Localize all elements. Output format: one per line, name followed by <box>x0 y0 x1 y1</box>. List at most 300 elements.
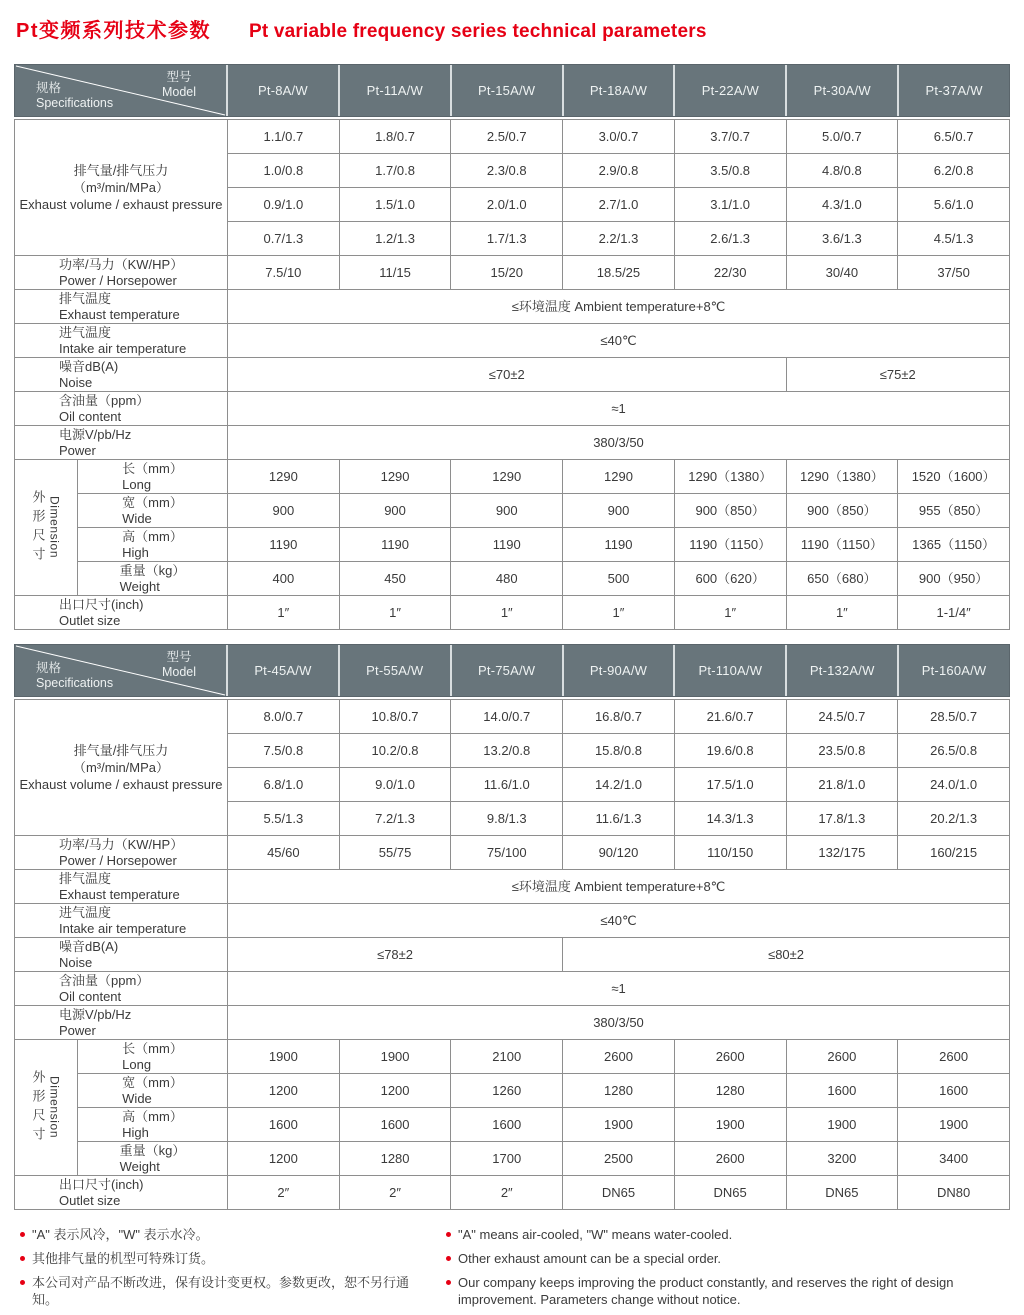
spec-axis-label <box>36 81 113 111</box>
value-cell: 5.0/0.7 <box>786 120 898 154</box>
value-cell: 6.2/0.8 <box>898 154 1010 188</box>
row-label-zh: 出口尺寸(inch) <box>59 596 144 612</box>
value-cell: 0.7/1.3 <box>228 222 340 256</box>
value-cell: DN80 <box>898 1176 1010 1210</box>
bullet-icon <box>446 1256 451 1261</box>
value-cell: 7.5/10 <box>228 256 340 290</box>
value-cell: 6.5/0.7 <box>898 120 1010 154</box>
value-cell: 55/75 <box>339 836 451 870</box>
merged-value-cell: 380/3/50 <box>228 426 1010 460</box>
value-cell: 1900 <box>228 1040 340 1074</box>
dim-sublabel-wide <box>78 494 228 528</box>
row-label-en: Exhaust temperature <box>59 306 180 322</box>
value-cell: 16.8/0.7 <box>563 700 675 734</box>
value-cell: 20.2/1.3 <box>898 802 1010 836</box>
row-label-unit: （m³/min/MPa） <box>72 760 170 775</box>
bullet-icon <box>446 1280 451 1285</box>
value-cell: 1290 <box>228 460 340 494</box>
value-cell: 2.6/1.3 <box>674 222 786 256</box>
value-cell: 2.9/0.8 <box>563 154 675 188</box>
value-cell: 14.3/1.3 <box>674 802 786 836</box>
row-label-en: Noise <box>59 374 93 390</box>
merged-value-cell: 380/3/50 <box>228 1006 1010 1040</box>
value-cell: 2100 <box>451 1040 563 1074</box>
model-header-cell: Pt-11A/W <box>340 65 452 116</box>
dim-sublabel-zh: 宽（mm） <box>122 494 183 510</box>
value-cell: 8.0/0.7 <box>228 700 340 734</box>
row-label-en: Intake air temperature <box>59 340 187 356</box>
footnote-text: Our company keeps improving the product constantly, and reserves the right of design improvement. Parameters change without notice. <box>458 1275 954 1307</box>
merged-value-cell: ≤40℃ <box>228 324 1010 358</box>
value-cell: 2″ <box>228 1176 340 1210</box>
value-cell: 3.6/1.3 <box>786 222 898 256</box>
value-cell: 3.0/0.7 <box>563 120 675 154</box>
dim-sublabel-zh: 高（mm） <box>122 1108 183 1124</box>
value-cell: 15.8/0.8 <box>563 734 675 768</box>
spec-model-header-cell <box>15 65 228 116</box>
parameters-table-2 <box>14 644 1010 1210</box>
model-header-cell: Pt-132A/W <box>787 645 899 696</box>
value-cell: 22/30 <box>674 256 786 290</box>
value-cell: 1190 <box>339 528 451 562</box>
value-cell: 1.1/0.7 <box>228 120 340 154</box>
row-label-zh: 排气量/排气压力 <box>73 163 169 178</box>
value-cell: 900 <box>563 494 675 528</box>
value-cell: 900（850） <box>674 494 786 528</box>
row-label-zh: 排气量/排气压力 <box>73 743 169 758</box>
value-cell: 7.5/0.8 <box>228 734 340 768</box>
value-cell: 10.2/0.8 <box>339 734 451 768</box>
row-label-en: Power <box>59 442 96 458</box>
value-cell: 1″ <box>674 596 786 630</box>
bullet-icon <box>20 1280 25 1285</box>
value-cell: 9.0/1.0 <box>339 768 451 802</box>
dim-sublabel-text <box>122 461 183 493</box>
footnote-text: 本公司对产品不断改进，保有设计变更权。参数更改，恕不另行通知。 <box>32 1275 410 1307</box>
value-cell: 1.0/0.8 <box>228 154 340 188</box>
model-label-en: Model <box>161 85 196 99</box>
row-label-oil <box>15 972 228 1006</box>
value-cell: 4.3/1.0 <box>786 188 898 222</box>
merged-value-cell: ≤40℃ <box>228 904 1010 938</box>
row-label-power_hp <box>15 836 228 870</box>
row-label-zh: 排气温度 <box>59 870 112 886</box>
row-label-noise <box>15 938 228 972</box>
value-cell: 1600 <box>339 1108 451 1142</box>
value-cell: 17.8/1.3 <box>786 802 898 836</box>
spec-label-zh: 规格 <box>36 661 62 675</box>
merged-value-cell: ≤环境温度 Ambient temperature+8℃ <box>228 870 1010 904</box>
table-header-row <box>14 64 1010 117</box>
value-cell: 14.2/1.0 <box>563 768 675 802</box>
row-label-intake_temp <box>15 324 228 358</box>
footnote-text: Other exhaust amount can be a special order. <box>458 1251 722 1266</box>
merged-value-cell: ≈1 <box>228 972 1010 1006</box>
row-label-zh: 功率/马力（KW/HP） <box>59 836 184 852</box>
model-header-cell: Pt-18A/W <box>564 65 676 116</box>
model-header-cell: Pt-22A/W <box>675 65 787 116</box>
value-cell: 1″ <box>451 596 563 630</box>
row-label-unit: （m³/min/MPa） <box>72 180 170 195</box>
dim-sublabel-high <box>78 528 228 562</box>
model-axis-label <box>162 650 196 680</box>
value-cell: 13.2/0.8 <box>451 734 563 768</box>
value-cell: 24.5/0.7 <box>786 700 898 734</box>
row-label-en: Intake air temperature <box>59 920 187 936</box>
value-cell: 3.1/1.0 <box>674 188 786 222</box>
dim-sublabel-en: Long <box>122 1056 152 1072</box>
value-cell: 1290 <box>451 460 563 494</box>
row-label-exhaust-volume <box>15 700 228 836</box>
value-cell: 1900 <box>339 1040 451 1074</box>
value-cell: 1.7/0.8 <box>339 154 451 188</box>
value-cell: 132/175 <box>786 836 898 870</box>
value-cell: 3.7/0.7 <box>674 120 786 154</box>
footnote-item <box>20 1250 432 1267</box>
table-header-row <box>14 644 1010 697</box>
footnotes <box>14 1226 1010 1315</box>
dim-sublabel-zh: 重量（kg） <box>119 1142 186 1158</box>
value-cell: 11/15 <box>339 256 451 290</box>
row-label-exhaust_temp <box>15 870 228 904</box>
footnotes-en <box>446 1226 1010 1315</box>
value-cell: 11.6/1.3 <box>563 802 675 836</box>
value-cell: 1280 <box>674 1074 786 1108</box>
dim-sublabel-text <box>122 495 183 527</box>
dim-sublabel-en: High <box>122 544 149 560</box>
dim-sublabel-en: Weight <box>119 578 160 594</box>
value-cell: 450 <box>339 562 451 596</box>
model-header-cell: Pt-110A/W <box>675 645 787 696</box>
value-cell: 30/40 <box>786 256 898 290</box>
value-cell: 3200 <box>786 1142 898 1176</box>
dim-sublabel-high <box>78 1108 228 1142</box>
value-cell: 400 <box>228 562 340 596</box>
merged-value-cell: ≤80±2 <box>563 938 1010 972</box>
dim-sublabel-text <box>120 1143 186 1175</box>
value-cell: 7.2/1.3 <box>339 802 451 836</box>
value-cell: 1900 <box>898 1108 1010 1142</box>
value-cell: 900 <box>339 494 451 528</box>
spec-model-header-cell <box>15 645 228 696</box>
bullet-icon <box>20 1256 25 1261</box>
value-cell: 14.0/0.7 <box>451 700 563 734</box>
footnotes-zh <box>20 1226 432 1315</box>
value-cell: 955（850） <box>898 494 1010 528</box>
value-cell: 1″ <box>786 596 898 630</box>
value-cell: 1.2/1.3 <box>339 222 451 256</box>
merged-value-cell: ≈1 <box>228 392 1010 426</box>
value-cell: 1200 <box>228 1074 340 1108</box>
spec-label-zh: 规格 <box>36 81 62 95</box>
value-cell: 110/150 <box>674 836 786 870</box>
footnote-item <box>20 1226 432 1243</box>
dimension-vertical-label <box>15 1040 78 1176</box>
value-cell: 480 <box>451 562 563 596</box>
page-title-zh: Pt变频系列技术参数 <box>16 20 211 42</box>
value-cell: 26.5/0.8 <box>898 734 1010 768</box>
value-cell: 5.6/1.0 <box>898 188 1010 222</box>
merged-value-cell: ≤75±2 <box>786 358 1009 392</box>
model-header-cell: Pt-55A/W <box>340 645 452 696</box>
row-label-zh: 电源V/pb/Hz <box>59 1006 132 1022</box>
model-header-cell: Pt-37A/W <box>925 83 983 98</box>
dimension-vertical-wrap <box>15 460 77 595</box>
row-label-en: Oil content <box>59 408 122 424</box>
value-cell: 10.8/0.7 <box>339 700 451 734</box>
row-label-power_supply <box>15 1006 228 1040</box>
value-cell: 1280 <box>339 1142 451 1176</box>
model-label-en: Model <box>161 665 196 679</box>
dim-sublabel-zh: 长（mm） <box>122 460 183 476</box>
value-cell: 1290 <box>339 460 451 494</box>
row-label-en: Power / Horsepower <box>59 852 177 868</box>
footnote-text: "A" means air-cooled, "W" means water-cooled. <box>458 1227 733 1242</box>
value-cell: 2″ <box>339 1176 451 1210</box>
value-cell: DN65 <box>786 1176 898 1210</box>
model-header-cell: Pt-30A/W <box>787 65 899 116</box>
dim-sublabel-weight <box>78 1142 228 1176</box>
value-cell: 1.8/0.7 <box>339 120 451 154</box>
row-label-en: Noise <box>59 954 93 970</box>
value-cell: 19.6/0.8 <box>674 734 786 768</box>
row-label-zh: 进气温度 <box>59 904 112 920</box>
model-header-cell: Pt-160A/W <box>921 663 987 678</box>
value-cell: 1600 <box>228 1108 340 1142</box>
row-label-en: Exhaust volume / exhaust pressure <box>19 777 223 792</box>
dimension-label-zh: 外形尺寸 <box>30 1069 46 1146</box>
dim-sublabel-zh: 长（mm） <box>122 1040 183 1056</box>
dim-sublabel-en: High <box>122 1124 149 1140</box>
value-cell: 1200 <box>228 1142 340 1176</box>
spec-label-en: Specifications <box>36 676 114 690</box>
row-label-noise <box>15 358 228 392</box>
value-cell: 1600 <box>786 1074 898 1108</box>
value-cell: 2600 <box>674 1040 786 1074</box>
row-label-outlet <box>15 596 228 630</box>
dim-sublabel-text <box>122 1075 183 1107</box>
value-cell: DN65 <box>563 1176 675 1210</box>
value-cell: 500 <box>563 562 675 596</box>
row-label-zh: 排气温度 <box>59 290 112 306</box>
row-label-intake_temp <box>15 904 228 938</box>
value-cell: 900 <box>228 494 340 528</box>
row-label-zh: 噪音dB(A) <box>59 358 119 374</box>
value-cell: 1900 <box>674 1108 786 1142</box>
value-cell: 1520（1600） <box>898 460 1010 494</box>
dimension-label-zh: 外形尺寸 <box>30 489 46 566</box>
value-cell: 1290 <box>563 460 675 494</box>
value-cell: 1900 <box>786 1108 898 1142</box>
dim-sublabel-en: Wide <box>122 1090 152 1106</box>
dim-sublabel-en: Long <box>122 476 152 492</box>
spec-label-en: Specifications <box>36 96 114 110</box>
value-cell: 28.5/0.7 <box>898 700 1010 734</box>
value-cell: 2.0/1.0 <box>451 188 563 222</box>
value-cell: 15/20 <box>451 256 563 290</box>
merged-value-cell: ≤环境温度 Ambient temperature+8℃ <box>228 290 1010 324</box>
row-label-en: Power / Horsepower <box>59 272 177 288</box>
value-cell: 24.0/1.0 <box>898 768 1010 802</box>
dim-sublabel-weight <box>78 562 228 596</box>
row-label-exhaust-volume <box>15 120 228 256</box>
dimension-vertical-wrap <box>15 1040 77 1175</box>
value-cell: DN65 <box>674 1176 786 1210</box>
row-label-exhaust_temp <box>15 290 228 324</box>
dim-sublabel-zh: 高（mm） <box>122 528 183 544</box>
dimension-vertical-label <box>15 460 78 596</box>
value-cell: 1″ <box>339 596 451 630</box>
row-label-oil <box>15 392 228 426</box>
value-cell: 160/215 <box>898 836 1010 870</box>
model-header-cell: Pt-15A/W <box>452 65 564 116</box>
footnote-item <box>446 1274 1010 1308</box>
value-cell: 2.3/0.8 <box>451 154 563 188</box>
dim-sublabel-text <box>122 1109 183 1141</box>
model-header-cell: Pt-45A/W <box>228 645 340 696</box>
dimension-label-en: Dimension <box>47 1076 62 1139</box>
row-label-zh: 含油量（ppm） <box>59 972 150 988</box>
value-cell: 4.8/0.8 <box>786 154 898 188</box>
value-cell: 18.5/25 <box>563 256 675 290</box>
value-cell: 1280 <box>563 1074 675 1108</box>
row-label-outlet <box>15 1176 228 1210</box>
footnote-item <box>446 1250 1010 1267</box>
model-header-cell: Pt-75A/W <box>452 645 564 696</box>
value-cell: 37/50 <box>898 256 1010 290</box>
row-label-zh: 进气温度 <box>59 324 112 340</box>
dimension-label-en: Dimension <box>47 496 62 559</box>
footnote-item <box>20 1274 432 1308</box>
value-cell: 3400 <box>898 1142 1010 1176</box>
row-label-en: Outlet size <box>59 1192 121 1208</box>
model-axis-label <box>162 70 196 100</box>
spec-table-body <box>14 699 1010 1210</box>
footnote-text: 其他排气量的机型可特殊订货。 <box>32 1251 215 1266</box>
model-header-cell: Pt-90A/W <box>564 645 676 696</box>
value-cell: 1700 <box>451 1142 563 1176</box>
value-cell: 1190（1150） <box>674 528 786 562</box>
value-cell: 2″ <box>451 1176 563 1210</box>
value-cell: 1190 <box>451 528 563 562</box>
value-cell: 650（680） <box>786 562 898 596</box>
value-cell: 75/100 <box>451 836 563 870</box>
value-cell: 1190（1150） <box>786 528 898 562</box>
footnote-item <box>446 1226 1010 1243</box>
value-cell: 90/120 <box>563 836 675 870</box>
value-cell: 1290（1380） <box>786 460 898 494</box>
value-cell: 17.5/1.0 <box>674 768 786 802</box>
value-cell: 2500 <box>563 1142 675 1176</box>
value-cell: 23.5/0.8 <box>786 734 898 768</box>
value-cell: 600（620） <box>674 562 786 596</box>
value-cell: 21.6/0.7 <box>674 700 786 734</box>
value-cell: 1190 <box>228 528 340 562</box>
page-title-en: Pt variable frequency series technical parameters <box>249 21 707 42</box>
dim-sublabel-en: Weight <box>119 1158 160 1174</box>
row-label-zh: 出口尺寸(inch) <box>59 1176 144 1192</box>
value-cell: 2600 <box>786 1040 898 1074</box>
dim-sublabel-wide <box>78 1074 228 1108</box>
dim-sublabel-zh: 重量（kg） <box>119 562 186 578</box>
value-cell: 21.8/1.0 <box>786 768 898 802</box>
dim-sublabel-text <box>122 1041 183 1073</box>
dim-sublabel-long <box>78 1040 228 1074</box>
value-cell: 9.8/1.3 <box>451 802 563 836</box>
row-label-zh: 噪音dB(A) <box>59 938 119 954</box>
value-cell: 2.7/1.0 <box>563 188 675 222</box>
value-cell: 5.5/1.3 <box>228 802 340 836</box>
value-cell: 6.8/1.0 <box>228 768 340 802</box>
page-title <box>16 14 1010 43</box>
value-cell: 1190 <box>563 528 675 562</box>
value-cell: 1-1/4″ <box>898 596 1010 630</box>
value-cell: 1″ <box>563 596 675 630</box>
footnote-text: "A" 表示风冷，"W" 表示水冷。 <box>32 1227 209 1242</box>
value-cell: 45/60 <box>228 836 340 870</box>
parameters-table-1 <box>14 64 1010 630</box>
row-label-zh: 含油量（ppm） <box>59 392 150 408</box>
row-label-en: Outlet size <box>59 612 121 628</box>
dim-sublabel-zh: 宽（mm） <box>122 1074 183 1090</box>
value-cell: 2600 <box>563 1040 675 1074</box>
merged-value-cell: ≤78±2 <box>228 938 563 972</box>
spec-axis-label <box>36 661 113 691</box>
row-label-power_hp <box>15 256 228 290</box>
value-cell: 900（950） <box>898 562 1010 596</box>
value-cell: 2.2/1.3 <box>563 222 675 256</box>
value-cell: 2600 <box>898 1040 1010 1074</box>
value-cell: 1290（1380） <box>674 460 786 494</box>
value-cell: 3.5/0.8 <box>674 154 786 188</box>
row-label-zh: 功率/马力（KW/HP） <box>59 256 184 272</box>
model-label-zh: 型号 <box>166 650 192 664</box>
value-cell: 1900 <box>563 1108 675 1142</box>
merged-value-cell: ≤70±2 <box>228 358 787 392</box>
row-label-zh: 电源V/pb/Hz <box>59 426 132 442</box>
value-cell: 900（850） <box>786 494 898 528</box>
value-cell: 2600 <box>674 1142 786 1176</box>
value-cell: 11.6/1.0 <box>451 768 563 802</box>
row-label-en: Oil content <box>59 988 122 1004</box>
value-cell: 2.5/0.7 <box>451 120 563 154</box>
value-cell: 4.5/1.3 <box>898 222 1010 256</box>
row-label-en: Exhaust volume / exhaust pressure <box>19 197 223 212</box>
model-label-zh: 型号 <box>166 70 192 84</box>
model-header-cell: Pt-8A/W <box>228 65 340 116</box>
value-cell: 0.9/1.0 <box>228 188 340 222</box>
dim-sublabel-long <box>78 460 228 494</box>
value-cell: 1365（1150） <box>898 528 1010 562</box>
value-cell: 1600 <box>898 1074 1010 1108</box>
value-cell: 1260 <box>451 1074 563 1108</box>
value-cell: 900 <box>451 494 563 528</box>
bullet-icon <box>446 1232 451 1237</box>
row-label-en: Exhaust temperature <box>59 886 180 902</box>
value-cell: 1.5/1.0 <box>339 188 451 222</box>
bullet-icon <box>20 1232 25 1237</box>
value-cell: 1600 <box>451 1108 563 1142</box>
spec-table-body <box>14 119 1010 630</box>
value-cell: 1.7/1.3 <box>451 222 563 256</box>
dim-sublabel-text <box>120 563 186 595</box>
value-cell: 1200 <box>339 1074 451 1108</box>
value-cell: 1″ <box>228 596 340 630</box>
dim-sublabel-en: Wide <box>122 510 152 526</box>
row-label-power_supply <box>15 426 228 460</box>
dim-sublabel-text <box>122 529 183 561</box>
row-label-en: Power <box>59 1022 96 1038</box>
